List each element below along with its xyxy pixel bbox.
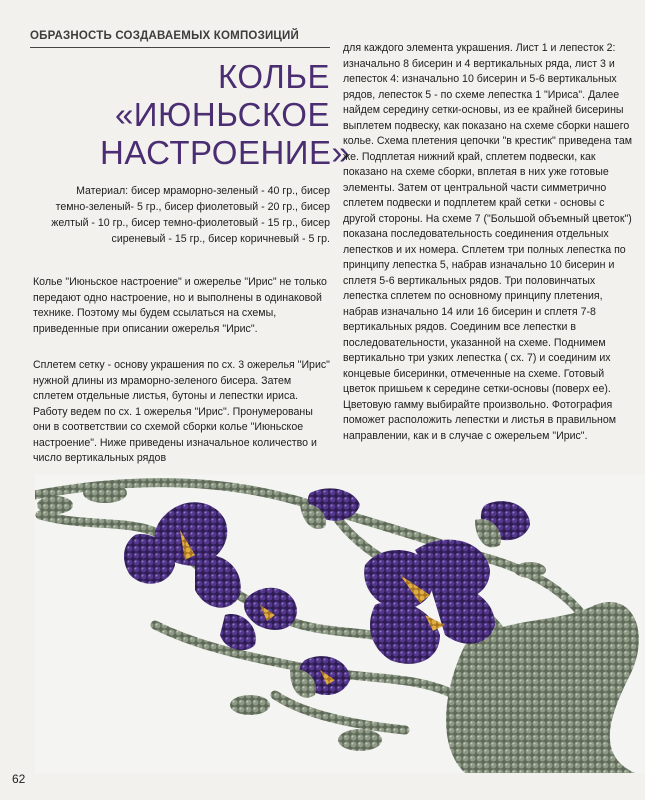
- iris-bud-top: [300, 488, 360, 529]
- instructions-paragraph: Сплетем сетку - основу украшения по сх. 3 ожерелья "Ирис" нужной длины из мраморно-зеленого бисера. Затем сплетем отдельные листья, бутоны и лепестки ириса. Работу ведем по сх. 1 ожерелья "Ирис". Пронумерованы они в соответствии со схемой сборки колье "Июньское настроение". Ниже приведены изначальное количество и число вертикальных рядов: [33, 359, 330, 464]
- intro-paragraph: Колье "Июньское настроение" и ожерелье "Ирис" не только передают одно настроение, но и выполнены в одинаковой технике. Поэтому мы будем ссылаться на схемы, приведенные при описании ожерелья "Ирис".: [33, 276, 327, 335]
- title-line-1: КОЛЬЕ: [218, 58, 330, 95]
- necklace-photo: [35, 475, 645, 773]
- section-header: [30, 30, 350, 52]
- chain-strand: [275, 695, 405, 730]
- iris-flower-left: [124, 502, 241, 607]
- iris-bud-right: [475, 501, 530, 547]
- title-line-2: «ИЮНЬСКОЕ: [114, 96, 330, 133]
- article-title: [100, 58, 351, 172]
- beaded-necklace-illustration: [35, 475, 645, 773]
- section-title: ОБРАЗНОСТЬ СОЗДАВАЕМЫХ КОМПОЗИЦИЙ: [30, 30, 299, 42]
- materials-list: Материал: бисер мраморно-зеленый - 40 гр., бисер темно-зеленый- 5 гр., бисер фиолетовый - 20 гр., бисер желтый - 10 гр., бисер темно-фиолетовый - 15 гр., бисер сиреневый - 15 гр., бисер коричневый - 5 гр.: [51, 185, 330, 245]
- instructions-continued-paragraph: для каждого элемента украшения. Лист 1 и лепесток 2: изначально 8 бисерин и 4 вертикальных ряда, лист 3 и лепесток 4: изначально 10 бисерин и 5-6 вертикальных рядов, лепесток 5 - по схеме лепестка 1 "Ириса". Далее найдем середину сетки-основы, из ее крайней бисерины выплетем подвеску, как показано на схеме сборки нашего колье. Схема плетения цепочки "в крестик" приведена там же. Подплетая нижний край, сплетем подвески, как показано на схеме сборки, вплетая в них уже готовые элементы. Затем от центральной части симметрично сплетем подвески и подплетем край сетки - основы с другой стороны. На схеме 7 ("Большой объемный цветок") показана последовательность соединения отдельных лепестков и их номера. Сплетем три полных лепестка по принципу лепестка 5, набрав изначально 10 бисерин и сплетя 5-6 вертикальных рядов. Три половинчатых лепестка сплетем по основному принципу плетения, набрав изначально 14 или 16 бисерин и сплетя 7-8 вертикальных рядов. Соединим все лепестки в последовательности, указанной на схеме. Поднимем вертикально три узких лепестка ( сх. 7) и соединим их концевые бисеринки, отмеченные на схеме. Готовый цветок пришьем к середине сетки-основы (поверх ее). Цветовую гамму выбирайте произвольно. Фотография поможет расположить лепестки и листья в правильном направлении, как и в случае с ожерельем "Ирис".: [343, 42, 633, 442]
- header-rule: [30, 47, 330, 48]
- page-number: 62: [12, 772, 26, 786]
- title-line-3: НАСТРОЕНИЕ»: [100, 134, 351, 171]
